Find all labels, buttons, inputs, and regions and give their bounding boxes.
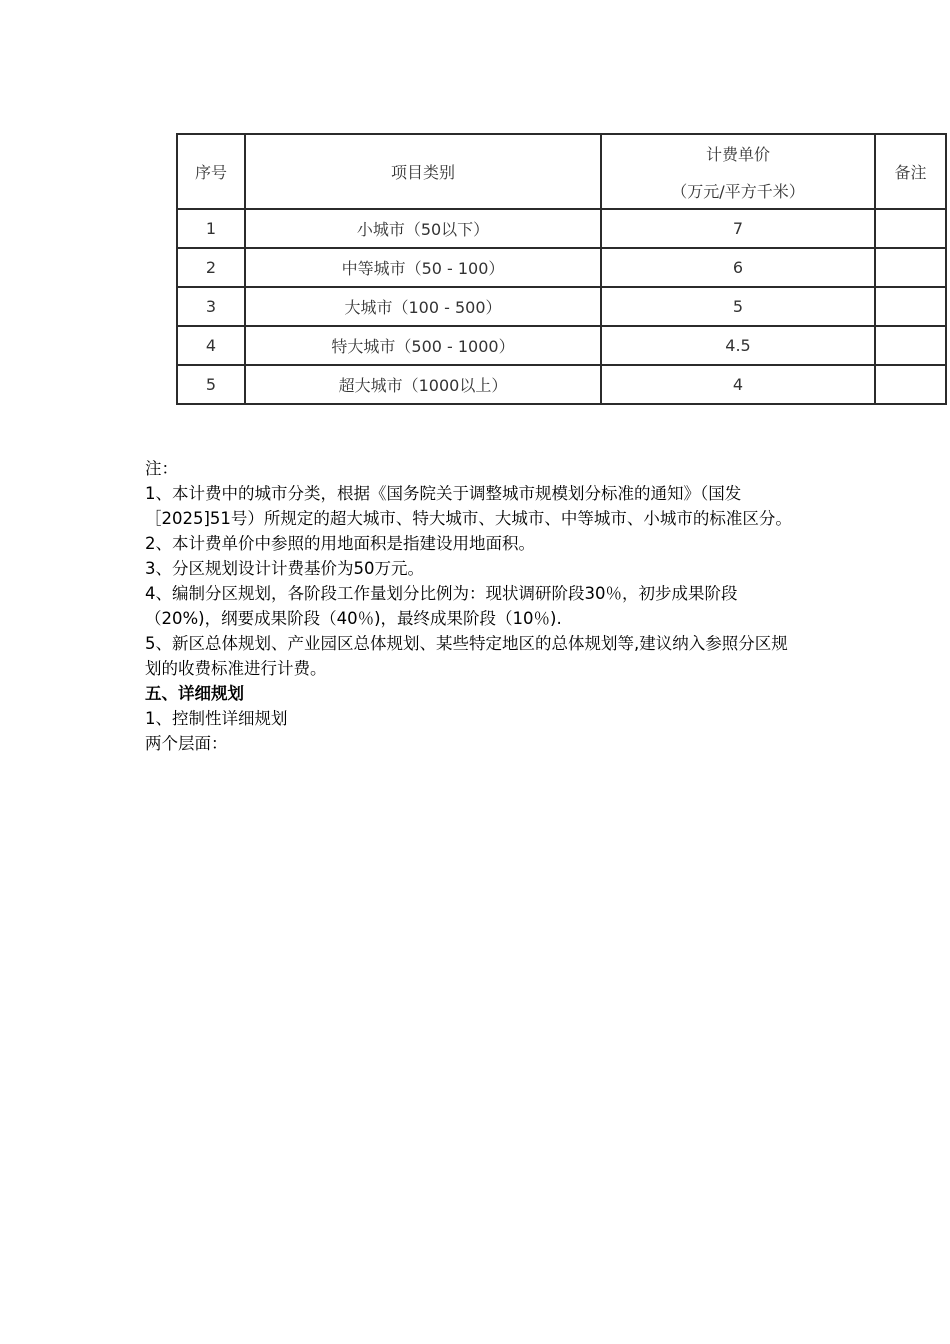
row-price: 6 <box>601 248 875 287</box>
table-row <box>177 365 946 404</box>
table-row <box>177 209 946 248</box>
table-row <box>177 248 946 287</box>
section-heading: 五、详细规划 <box>145 684 244 703</box>
row-index: 4 <box>177 326 245 365</box>
fee-table <box>176 133 947 405</box>
header-category: 项目类别 <box>245 134 601 209</box>
header-price <box>601 134 875 209</box>
row-price: 5 <box>601 287 875 326</box>
header-index: 序号 <box>177 134 245 209</box>
row-index: 2 <box>177 248 245 287</box>
row-remark <box>875 365 946 404</box>
row-index: 1 <box>177 209 245 248</box>
table-row <box>177 326 946 365</box>
row-price: 7 <box>601 209 875 248</box>
header-price-line2: （万元/平方千米） <box>671 181 805 201</box>
header-price-line1: 计费单价 <box>705 144 770 164</box>
note-item: 3、分区规划设计计费基价为50万元。 <box>145 559 424 578</box>
note-item: 2、本计费单价中参照的用地面积是指建设用地面积。 <box>145 534 535 553</box>
note-item: 4、编制分区规划，各阶段工作量划分比例为：现状调研阶段30％，初步成果阶段（20%)，纲要成果阶段（40％)，最终成果阶段（10％). <box>145 584 738 628</box>
table-row <box>177 287 946 326</box>
row-index: 3 <box>177 287 245 326</box>
section-subheading: 1、控制性详细规划 <box>145 709 288 728</box>
row-category: 小城市（50以下） <box>245 209 601 248</box>
row-remark <box>875 248 946 287</box>
row-remark <box>875 209 946 248</box>
header-remark: 备注 <box>875 134 946 209</box>
row-price: 4 <box>601 365 875 404</box>
notes-label: 注： <box>145 459 178 478</box>
note-item: 5、新区总体规划、产业园区总体规划、某些特定地区的总体规划等,建议纳入参照分区规划的收费标准进行计费。 <box>145 634 788 678</box>
row-category: 超大城市（1000以上） <box>245 365 601 404</box>
row-category: 特大城市（500 - 1000） <box>245 326 601 365</box>
row-category: 中等城市（50 - 100） <box>245 248 601 287</box>
row-category: 大城市（100 - 500） <box>245 287 601 326</box>
row-index: 5 <box>177 365 245 404</box>
notes-section <box>145 456 795 756</box>
row-remark <box>875 287 946 326</box>
section-paragraph: 两个层面： <box>145 734 228 753</box>
table-header-row <box>177 134 946 209</box>
note-item: 1、本计费中的城市分类，根据《国务院关于调整城市规模划分标准的通知》（国发［2025]51号）所规定的超大城市、特大城市、大城市、中等城市、小城市的标准区分。 <box>145 484 792 528</box>
row-remark <box>875 326 946 365</box>
row-price: 4.5 <box>601 326 875 365</box>
